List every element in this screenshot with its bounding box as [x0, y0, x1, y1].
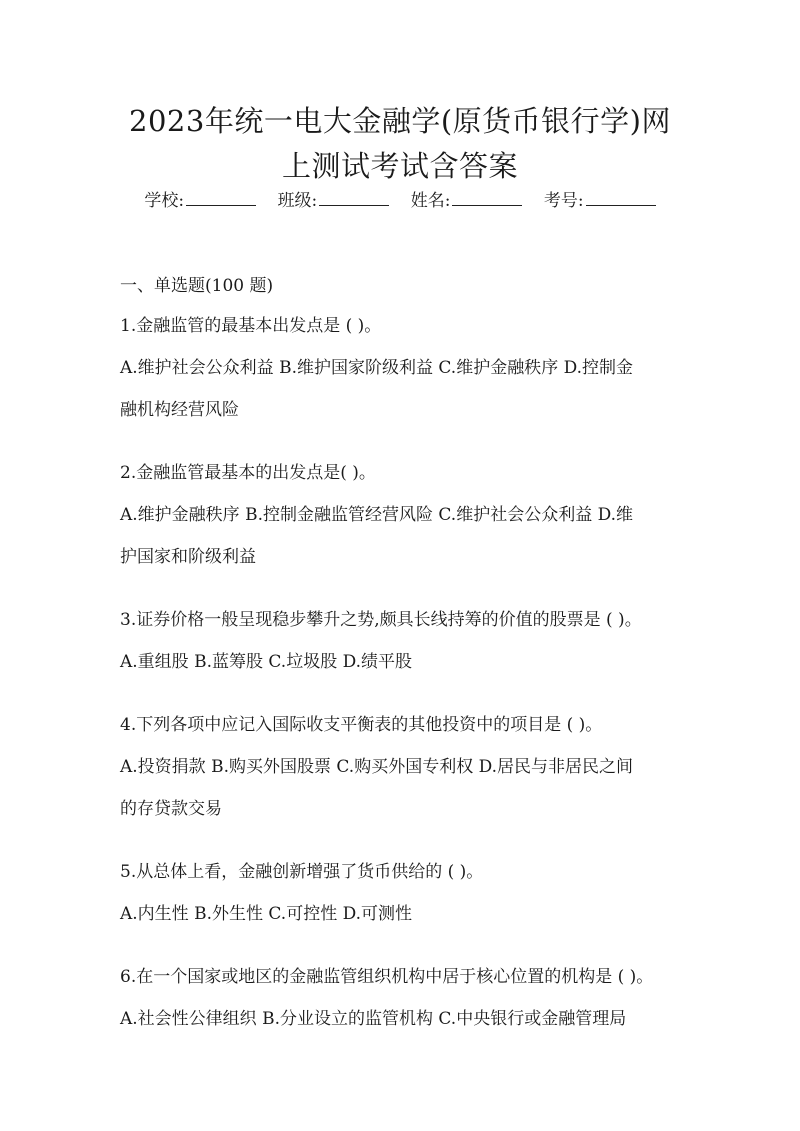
question-options: A.社会性公律组织 B.分业设立的监管机构 C.中央银行或金融管理局 — [120, 1009, 627, 1029]
school-label: 学校: — [144, 191, 185, 211]
question-2 — [120, 460, 690, 586]
question-options: A.内生性 B.外生性 C.可控性 D.可测性 — [120, 904, 413, 924]
student-info-row — [0, 188, 800, 214]
question-1 — [120, 313, 690, 439]
name-field — [411, 188, 523, 214]
school-field — [144, 188, 256, 214]
question-stem: 1.金融监管的最基本出发点是 ( )。 — [120, 316, 382, 336]
class-blank[interactable] — [319, 189, 389, 206]
number-field — [544, 188, 656, 214]
question-options-cont: 的存贷款交易 — [120, 799, 222, 819]
question-stem: 6.在一个国家或地区的金融监管组织机构中居于核心位置的机构是 ( )。 — [120, 967, 654, 987]
question-stem: 3.证券价格一般呈现稳步攀升之势,颇具长线持筹的价值的股票是 ( )。 — [120, 610, 642, 630]
question-stem: 5.从总体上看，金融创新增强了货币供给的 ( )。 — [120, 862, 484, 882]
document-title-line-1: 2023年统一电大金融学(原货币银行学)网 — [129, 104, 671, 138]
question-4 — [120, 712, 690, 838]
section-heading: 一、单选题(100 题) — [120, 276, 274, 296]
question-6 — [120, 964, 690, 1048]
question-3 — [120, 607, 690, 691]
question-options-cont: 护国家和阶级利益 — [120, 547, 256, 567]
question-5 — [120, 859, 690, 943]
number-label: 考号: — [543, 191, 584, 211]
question-stem: 4.下列各项中应记入国际收支平衡表的其他投资中的项目是 ( )。 — [120, 715, 603, 735]
question-options: A.重组股 B.蓝筹股 C.垃圾股 D.绩平股 — [120, 652, 413, 672]
question-stem: 2.金融监管最基本的出发点是( )。 — [120, 463, 376, 483]
question-options-cont: 融机构经营风险 — [120, 400, 239, 420]
name-blank[interactable] — [452, 189, 522, 206]
question-options: A.投资捐款 B.购买外国股票 C.购买外国专利权 D.居民与非居民之间 — [120, 757, 634, 777]
class-label: 班级: — [277, 191, 318, 211]
question-options: A.维护社会公众利益 B.维护国家阶级利益 C.维护金融秩序 D.控制金 — [120, 358, 634, 378]
class-field — [278, 188, 390, 214]
name-label: 姓名: — [410, 191, 451, 211]
school-blank[interactable] — [186, 189, 256, 206]
number-blank[interactable] — [586, 189, 656, 206]
question-options: A.维护金融秩序 B.控制金融监管经营风险 C.维护社会公众利益 D.维 — [120, 505, 634, 525]
document-title-line-2: 上测试考试含答案 — [281, 149, 518, 183]
